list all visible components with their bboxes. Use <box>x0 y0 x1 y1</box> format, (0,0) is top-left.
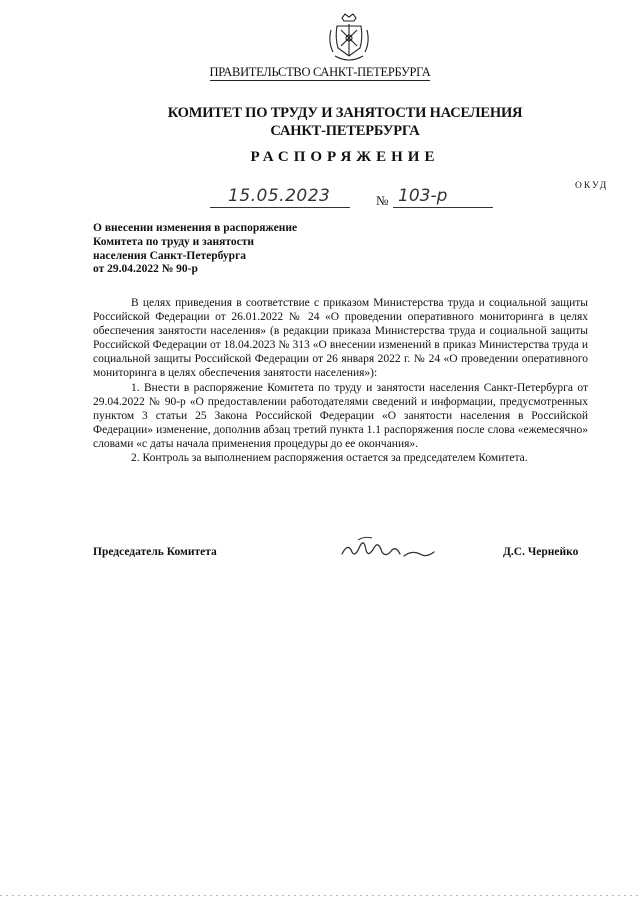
number-underline <box>393 207 493 208</box>
government-title-text: ПРАВИТЕЛЬСТВО САНКТ-ПЕТЕРБУРГА <box>209 65 431 79</box>
document-date: 15.05.2023 <box>228 186 331 206</box>
document-subject <box>93 222 297 277</box>
signatory-name: Д.С. Чернейко <box>503 546 579 558</box>
okud-label: ОКУД <box>575 181 609 191</box>
signatory-position: Председатель Комитета <box>93 546 217 558</box>
committee-title <box>0 104 640 140</box>
document-type: РАСПОРЯЖЕНИЕ <box>250 149 440 165</box>
date-underline <box>210 207 350 208</box>
document-number: 103-р <box>398 186 448 206</box>
government-title <box>0 65 640 80</box>
committee-title-line2: САНКТ-ПЕТЕРБУРГА <box>270 123 420 139</box>
committee-title-line1: КОМИТЕТ ПО ТРУДУ И ЗАНЯТОСТИ НАСЕЛЕНИЯ <box>167 105 523 121</box>
item-1-paragraph: 1. Внести в распоряжение Комитета по труду и занятости населения Санкт-Петербурга от 29.04.2022 № 90-р «О предоставлении работодателями сведений и информации, предусмотренных пунктом 3 статьи 25 Закона Российской Федерации «О занятости населения в Российской Федерации» изменение, дополнив абзац третий пункта 1.1 распоряжения после слова «ежемесячно» словами «с даты начала применения процедуры до ее окончания». <box>93 381 588 450</box>
number-label: № <box>376 193 389 208</box>
subject-line4: от 29.04.2022 № 90-р <box>93 263 198 276</box>
subject-line3: населения Санкт-Петербурга <box>93 249 247 262</box>
item-2-paragraph: 2. Контроль за выполнением распоряжения остается за председателем Комитета. <box>131 452 528 465</box>
scan-artifact-line <box>0 894 640 897</box>
coat-of-arms-icon <box>325 12 373 66</box>
preamble-paragraph: В целях приведения в соответствие с приказом Министерства труда и социальной защиты Российской Федерации от 26.01.2022 № 24 «О проведении оперативного мониторинга в целях обеспечения занятости населения» (в редакции приказа Министерства труда и социальной защиты Российской Федерации от 18.04.2023 № 313 «О внесении изменений в приказ Министерства труда и социальной защиты Российской Федерации от 26 января 2022 г. № 24 «О проведении оперативного мониторинга в целях обеспечения занятости населения»): <box>93 297 588 380</box>
subject-line1: О внесении изменения в распоряжение <box>93 222 298 234</box>
subject-line2: Комитета по труду и занятости <box>93 235 255 248</box>
document-body <box>93 296 588 465</box>
handwritten-signature <box>338 528 438 568</box>
